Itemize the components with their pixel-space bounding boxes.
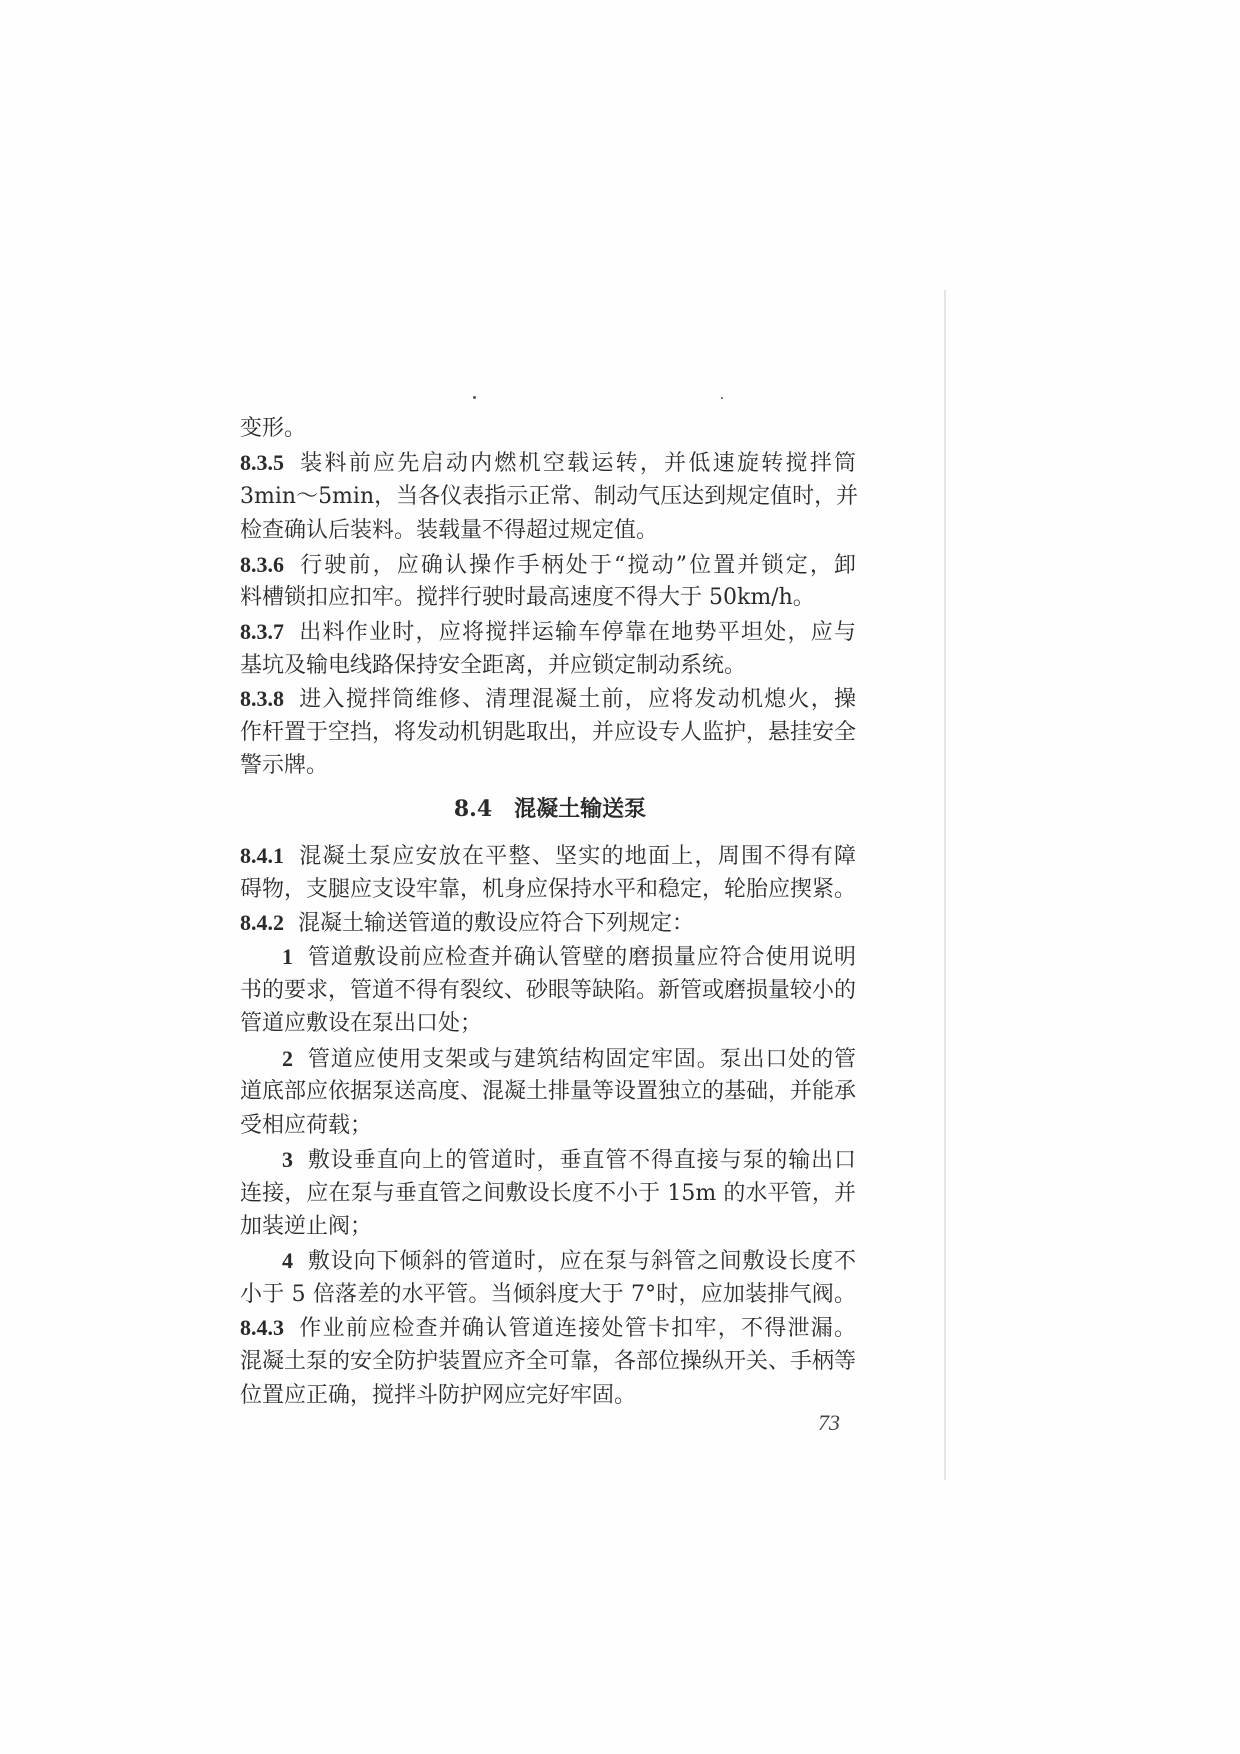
text-line (240, 585, 856, 611)
text-line (240, 877, 856, 903)
clause-text: 位置应正确，搅拌斗防护网应完好牢固。 (240, 1383, 637, 1408)
text-line (240, 910, 856, 937)
text-line (282, 1046, 856, 1073)
clause-text: 混凝土输送管道的敷设应符合下列规定： (298, 911, 695, 936)
clause-number: 8.3.6 (240, 552, 284, 577)
clause-text: 出料作业时，应将搅拌运输车停靠在地势平坦处，应与 (298, 620, 856, 645)
clause-text: 管道敷设前应检查并确认管壁的磨损量应符合使用说明 (307, 945, 856, 970)
clause-text: 作杆置于空挡，将发动机钥匙取出，并应设专人监护，悬挂安全 (240, 720, 857, 745)
text-line (282, 1248, 856, 1275)
clause-number: 1 (282, 944, 293, 969)
section-heading: 8.4 混凝土输送泵 (453, 796, 647, 822)
clause-text: 碍物，支腿应支设牢靠，机身应保持水平和稳定，轮胎应揳紧。 (240, 877, 857, 902)
text-line (240, 753, 856, 779)
scan-speck (473, 396, 476, 399)
scan-edge-line (944, 290, 946, 1480)
clause-text: 3min～5min，当各仪表指示正常、制动气压达到规定值时，并 (240, 484, 859, 509)
text-line (240, 552, 856, 579)
clause-number: 2 (282, 1046, 293, 1071)
clause-text: 行驶前，应确认操作手柄处于“搅动”位置并锁定，卸 (298, 553, 856, 578)
text-line (240, 978, 856, 1004)
text-line (240, 416, 856, 442)
text-line (240, 1214, 856, 1240)
clause-number: 4 (282, 1248, 293, 1273)
text-line (240, 1349, 856, 1375)
clause-text: 警示牌。 (240, 753, 329, 778)
clause-text: 连接，应在泵与垂直管之间敷设长度不小于 15m 的水平管，并 (240, 1181, 856, 1206)
clause-number: 8.3.7 (240, 619, 284, 644)
clause-text: 混凝土泵应安放在平整、坚实的地面上，周围不得有障 (298, 844, 856, 869)
text-line (282, 944, 856, 971)
clause-text: 敷设向下倾斜的管道时，应在泵与斜管之间敷设长度不 (307, 1249, 856, 1274)
text-line (240, 686, 856, 713)
text-line (240, 1282, 856, 1308)
text-line (240, 653, 856, 679)
clause-number: 8.4.2 (240, 910, 284, 935)
clause-number: 3 (282, 1147, 293, 1172)
text-line (240, 1315, 856, 1342)
text-line (240, 1181, 856, 1207)
clause-text: 混凝土泵的安全防护装置应齐全可靠，各部位操纵开关、手柄等 (240, 1349, 857, 1374)
text-line (240, 619, 856, 646)
clause-text: 装料前应先启动内燃机空载运转，并低速旋转搅拌筒 (298, 451, 856, 476)
clause-number: 8.4.1 (240, 843, 284, 868)
text-line (240, 1113, 856, 1139)
clause-text: 小于 5 倍落差的水平管。当倾斜度大于 7°时，应加装排气阀。 (240, 1282, 856, 1307)
text-line (240, 484, 859, 510)
clause-text: 道底部应依据泵送高度、混凝土排量等设置独立的基础，并能承 (240, 1079, 857, 1104)
clause-text: 基坑及输电线路保持安全距离，并应锁定制动系统。 (240, 653, 747, 678)
text-line (240, 720, 856, 746)
clause-text: 书的要求，管道不得有裂纹、砂眼等缺陷。新管或磨损量较小的 (240, 978, 857, 1003)
text-line (240, 1383, 856, 1409)
clause-text: 作业前应检查并确认管道连接处管卡扣牢，不得泄漏。 (298, 1316, 856, 1341)
text-line (240, 843, 856, 870)
clause-number: 8.3.5 (240, 450, 284, 475)
text-line (240, 1079, 856, 1105)
clause-number: 8.4.3 (240, 1315, 284, 1340)
clause-text: 敷设垂直向上的管道时，垂直管不得直接与泵的输出口 (307, 1148, 856, 1173)
clause-number: 8.3.8 (240, 686, 284, 711)
clause-text: 变形。 (240, 416, 307, 441)
text-line (240, 450, 856, 477)
clause-text: 管道应敷设在泵出口处； (240, 1011, 483, 1036)
scan-speck (721, 397, 723, 399)
text-line (240, 518, 856, 544)
clause-text: 检查确认后装料。装载量不得超过规定值。 (240, 518, 659, 543)
clause-text: 料槽锁扣应扣牢。搅拌行驶时最高速度不得大于 50km/h。 (240, 585, 815, 610)
page-number: 73 (818, 1410, 840, 1435)
clause-text: 进入搅拌筒维修、清理混凝土前，应将发动机熄火，操 (298, 687, 856, 712)
clause-text: 管道应使用支架或与建筑结构固定牢固。泵出口处的管 (307, 1047, 856, 1072)
clause-text: 加装逆止阀； (240, 1214, 373, 1239)
text-line (240, 1011, 856, 1037)
clause-text: 受相应荷载； (240, 1113, 373, 1138)
text-line (282, 1147, 856, 1174)
